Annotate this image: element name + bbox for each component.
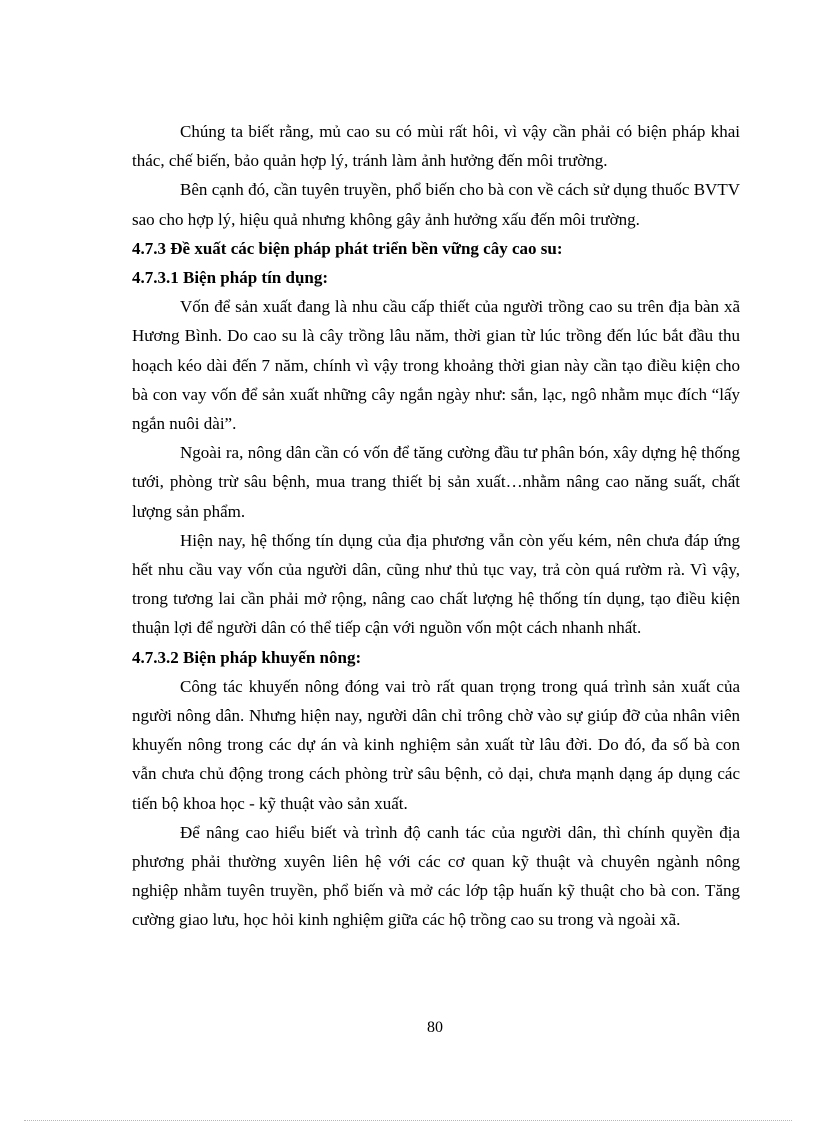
paragraph-extension-role: Công tác khuyến nông đóng vai trò rất quan trọng trong quá trình sản xuất của người nông dân. Nhưng hiện nay, người dân chỉ trông chờ vào sự giúp đỡ của nhân viên khuyến nông trong các dự án và kinh nghiệm sản xuất từ lâu đời. Do đó, đa số bà con vẫn chưa chủ động trong cách phòng trừ sâu bệnh, cỏ dại, chưa mạnh dạng áp dụng các tiến bộ khoa học - kỹ thuật vào sản xuất. [132, 676, 740, 813]
page-number: 80 [427, 1019, 443, 1036]
paragraph-latex-odor: Chúng ta biết rằng, mủ cao su có mùi rất hôi, vì vậy cần phải có biện pháp khai thác, chế biến, bảo quản hợp lý, tránh làm ảnh hưởng đến môi trường. [132, 122, 740, 171]
subsection-heading-4-7-3-1: 4.7.3.1 Biện pháp tín dụng: [132, 268, 329, 288]
paragraph-pesticide-use: Bên cạnh đó, cần tuyên truyền, phổ biến cho bà con về cách sử dụng thuốc BVTV sao cho hợp lý, hiệu quả nhưng không gây ảnh hưởng xấu đến môi trường. [132, 180, 740, 229]
footer-dotted-rule [24, 1120, 792, 1121]
page-body [132, 117, 740, 935]
subsection-heading-4-7-3-2: 4.7.3.2 Biện pháp khuyến nông: [132, 647, 362, 667]
paragraph-investment: Ngoài ra, nông dân cần có vốn để tăng cường đầu tư phân bón, xây dựng hệ thống tưới, phòng trừ sâu bệnh, mua trang thiết bị sản xuất…nhằm nâng cao năng suất, chất lượng sản phẩm. [132, 443, 740, 521]
paragraph-credit-system: Hiện nay, hệ thống tín dụng của địa phương vẫn còn yếu kém, nên chưa đáp ứng hết nhu cầu vay vốn của người dân, cũng như thủ tục vay, trả còn quá rườm rà. Vì vậy, trong tương lai cần phải mở rộng, nâng cao chất lượng hệ thống tín dụng, tạo điều kiện thuận lợi để người dân có thể tiếp cận với nguồn vốn một cách nhanh nhất. [132, 530, 740, 638]
paragraph-capital-needs: Vốn để sản xuất đang là nhu cầu cấp thiết của người trồng cao su trên địa bàn xã Hương Bình. Do cao su là cây trồng lâu năm, thời gian từ lúc trồng đến lúc bắt đầu thu hoạch kéo dài đến 7 năm, chính vì vậy trong khoảng thời gian này cần tạo điều kiện cho bà con vay vốn để sản xuất những cây ngắn ngày như: sắn, lạc, ngô nhằm mục đích “lấy ngắn nuôi dài”. [132, 297, 740, 434]
section-heading-4-7-3: 4.7.3 Đề xuất các biện pháp phát triển bền vững cây cao su: [132, 238, 563, 258]
paragraph-extension-training: Để nâng cao hiểu biết và trình độ canh tác của người dân, thì chính quyền địa phương phải thường xuyên liên hệ với các cơ quan kỹ thuật và chuyên ngành nông nghiệp nhằm tuyên truyền, phổ biến và mở các lớp tập huấn kỹ thuật cho bà con. Tăng cường giao lưu, học hỏi kinh nghiệm giữa các hộ trồng cao su trong và ngoài xã. [132, 822, 740, 930]
